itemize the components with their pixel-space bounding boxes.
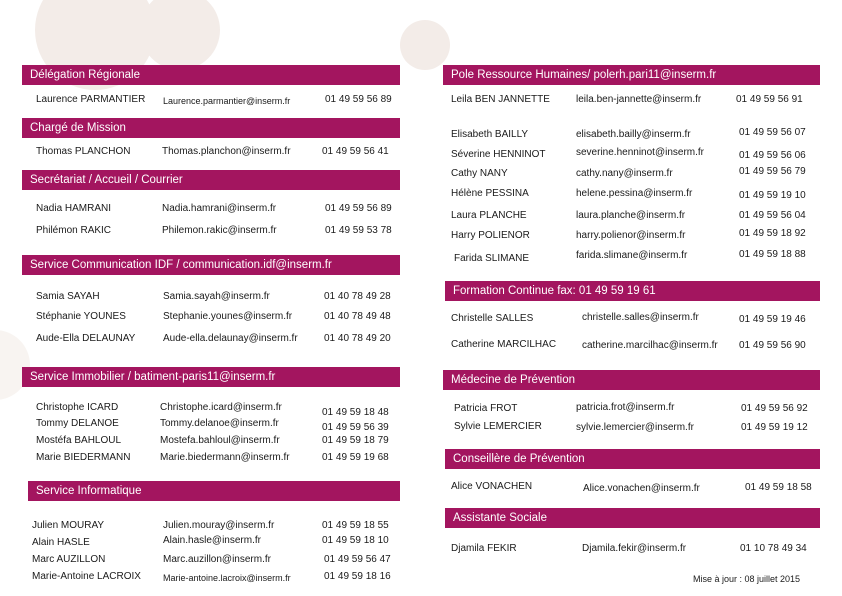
contact-phone: 01 40 78 49 20	[324, 333, 391, 344]
contact-email[interactable]: Laurence.parmantier@inserm.fr	[163, 96, 291, 106]
contact-name: Christophe ICARD	[36, 402, 119, 413]
contact-email[interactable]: patricia.frot@inserm.fr	[576, 402, 675, 413]
section-header-secretariat: Secrétariat / Accueil / Courrier	[22, 170, 400, 190]
contact-phone: 01 49 59 18 48	[322, 407, 389, 418]
contact-phone: 01 49 59 19 10	[739, 190, 806, 201]
contact-phone: 01 49 59 56 79	[739, 166, 806, 177]
contact-phone: 01 49 59 56 06	[739, 150, 806, 161]
contact-phone: 01 49 59 56 41	[322, 146, 389, 157]
contact-email[interactable]: Marie.biedermann@inserm.fr	[160, 452, 290, 463]
contact-phone: 01 49 59 18 55	[322, 520, 389, 531]
contact-name: Christelle SALLES	[451, 313, 534, 324]
contact-name: Patricia FROT	[454, 403, 518, 414]
contact-email[interactable]: Marc.auzillon@inserm.fr	[163, 554, 271, 565]
contact-email[interactable]: Philemon.rakic@inserm.fr	[162, 225, 277, 236]
contact-email[interactable]: Christophe.icard@inserm.fr	[160, 402, 282, 413]
contact-name: Cathy NANY	[451, 168, 508, 179]
section-header-delegation: Délégation Régionale	[22, 65, 400, 85]
contact-phone: 01 49 59 19 46	[739, 314, 806, 325]
contact-email[interactable]: Nadia.hamrani@inserm.fr	[162, 203, 277, 214]
contact-phone: 01 49 59 56 07	[739, 127, 806, 138]
contact-email[interactable]: Alain.hasle@inserm.fr	[163, 535, 261, 546]
contact-name: Samia SAYAH	[36, 291, 100, 302]
contact-email[interactable]: laura.planche@inserm.fr	[576, 210, 686, 221]
contact-name: Leila BEN JANNETTE	[451, 94, 550, 105]
contact-phone: 01 49 59 18 58	[745, 482, 812, 493]
contact-email[interactable]: Julien.mouray@inserm.fr	[163, 520, 275, 531]
contact-phone: 01 49 59 56 04	[739, 210, 806, 221]
contact-name: Farida SLIMANE	[454, 253, 530, 264]
contact-name: Harry POLIENOR	[451, 230, 530, 241]
contact-email[interactable]: Mostefa.bahloul@inserm.fr	[160, 435, 280, 446]
contact-phone: 01 49 59 56 89	[325, 94, 392, 105]
contact-email[interactable]: Marie-antoine.lacroix@inserm.fr	[163, 573, 291, 583]
contact-phone: 01 49 59 18 10	[322, 535, 389, 546]
contact-name: Catherine MARCILHAC	[451, 339, 557, 350]
contact-name: Nadia HAMRANI	[36, 203, 112, 214]
section-header-assistante: Assistante Sociale	[445, 508, 820, 528]
contact-email[interactable]: Samia.sayah@inserm.fr	[163, 291, 270, 302]
contact-email[interactable]: Djamila.fekir@inserm.fr	[582, 543, 687, 554]
contact-phone: 01 49 59 56 39	[322, 422, 389, 433]
contact-name: Alice VONACHEN	[451, 481, 533, 492]
contact-email[interactable]: elisabeth.bailly@inserm.fr	[576, 129, 691, 140]
contact-name: Marie-Antoine LACROIX	[32, 571, 141, 582]
contact-email[interactable]: christelle.salles@inserm.fr	[582, 312, 699, 323]
contact-phone: 01 49 59 56 92	[741, 403, 808, 414]
contact-email[interactable]: cathy.nany@inserm.fr	[576, 168, 673, 179]
contact-email[interactable]: Stephanie.younes@inserm.fr	[163, 311, 293, 322]
contact-name: Laura PLANCHE	[451, 210, 527, 221]
contact-phone: 01 49 59 53 78	[325, 225, 392, 236]
contact-email[interactable]: sylvie.lemercier@inserm.fr	[576, 422, 694, 433]
contact-phone: 01 40 78 49 48	[324, 311, 391, 322]
contact-phone: 01 49 59 18 92	[739, 228, 806, 239]
decor-circle	[140, 0, 220, 70]
contact-name: Aude-Ella DELAUNAY	[36, 333, 136, 344]
contact-name: Marie BIEDERMANN	[36, 452, 131, 463]
contact-email[interactable]: Tommy.delanoe@inserm.fr	[160, 418, 279, 429]
contact-name: Elisabeth BAILLY	[451, 129, 529, 140]
contact-name: Séverine HENNINOT	[451, 149, 546, 160]
contact-phone: 01 49 59 56 47	[324, 554, 391, 565]
section-header-charge: Chargé de Mission	[22, 118, 400, 138]
contact-email[interactable]: helene.pessina@inserm.fr	[576, 188, 693, 199]
contact-phone: 01 49 59 18 88	[739, 249, 806, 260]
contact-name: Philémon RAKIC	[36, 225, 112, 236]
contact-phone: 01 40 78 49 28	[324, 291, 391, 302]
decor-circle	[0, 330, 30, 400]
section-header-formation: Formation Continue fax: 01 49 59 19 61	[445, 281, 820, 301]
contact-email[interactable]: Thomas.planchon@inserm.fr	[162, 146, 291, 157]
contact-name: Hélène PESSINA	[451, 188, 529, 199]
contact-email[interactable]: Alice.vonachen@inserm.fr	[583, 483, 700, 494]
contact-phone: 01 49 59 19 68	[322, 452, 389, 463]
contact-email[interactable]: catherine.marcilhac@inserm.fr	[582, 340, 718, 351]
contact-name: Djamila FEKIR	[451, 543, 517, 554]
contact-email[interactable]: Aude-ella.delaunay@inserm.fr	[163, 333, 298, 344]
contact-phone: 01 49 59 56 89	[325, 203, 392, 214]
update-note: Mise à jour : 08 juillet 2015	[693, 574, 801, 584]
contact-name: Julien MOURAY	[32, 520, 105, 531]
contact-phone: 01 49 59 56 90	[739, 340, 806, 351]
section-header-communication: Service Communication IDF / communication.idf@inserm.fr	[22, 255, 400, 275]
contact-name: Tommy DELANOE	[36, 418, 119, 429]
section-header-immobilier: Service Immobilier / batiment-paris11@inserm.fr	[22, 367, 400, 387]
contact-name: Thomas PLANCHON	[36, 146, 131, 157]
contact-name: Stéphanie YOUNES	[36, 311, 126, 322]
contact-name: Alain HASLE	[32, 537, 90, 548]
contact-email[interactable]: severine.henninot@inserm.fr	[576, 147, 704, 158]
contact-name: Mostéfa BAHLOUL	[36, 435, 122, 446]
contact-name: Marc AUZILLON	[32, 554, 106, 565]
section-header-conseillere: Conseillère de Prévention	[445, 449, 820, 469]
section-header-informatique: Service Informatique	[28, 481, 400, 501]
section-header-medecine: Médecine de Prévention	[443, 370, 820, 390]
contact-email[interactable]: harry.polienor@inserm.fr	[576, 230, 686, 241]
contact-phone: 01 10 78 49 34	[740, 543, 807, 554]
contact-name: Sylvie LEMERCIER	[454, 421, 542, 432]
contact-phone: 01 49 59 56 91	[736, 94, 803, 105]
decor-circle	[400, 20, 450, 70]
contact-phone: 01 49 59 18 79	[322, 435, 389, 446]
contact-phone: 01 49 59 19 12	[741, 422, 808, 433]
contact-phone: 01 49 59 18 16	[324, 571, 391, 582]
contact-email[interactable]: leila.ben-jannette@inserm.fr	[576, 94, 702, 105]
section-header-rh: Pole Ressource Humaines/ polerh.pari11@inserm.fr	[443, 65, 820, 85]
contact-name: Laurence PARMANTIER	[36, 94, 146, 105]
contact-email[interactable]: farida.slimane@inserm.fr	[576, 250, 688, 261]
